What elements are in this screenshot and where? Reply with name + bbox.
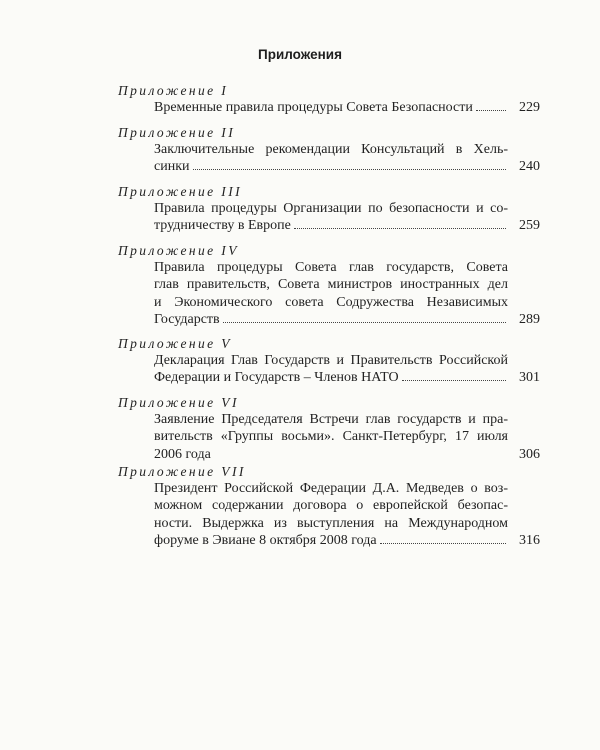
title-line: синки: [154, 159, 190, 175]
page-number: 316: [519, 532, 540, 548]
dot-leader: [402, 379, 506, 381]
title-line: форуме в Эвиане 8 октября 2008 года: [154, 532, 377, 548]
appendix-label: Приложение IV: [118, 243, 239, 258]
appendix-label: Приложение III: [118, 184, 242, 199]
entry-title: [154, 99, 540, 116]
title-line: Президент Российской Федерации Д.А. Медведев о воз-: [154, 481, 508, 496]
page-number: 289: [519, 311, 540, 327]
appendix-label: Приложение VI: [118, 395, 239, 410]
toc-entry-appendix-2: [118, 125, 540, 176]
title-line: Правила процедуры Совета глав государств, Совета: [154, 260, 508, 275]
appendix-label: Приложение II: [118, 125, 236, 140]
title-line: Заявление Председателя Встречи глав государств и пра-: [154, 412, 508, 427]
page-number: 306: [519, 446, 540, 462]
toc-entry-appendix-6: [118, 395, 540, 463]
dot-leader: [294, 227, 506, 229]
title-line: глав правительств, Совета министров иностранных дел: [154, 277, 508, 293]
toc-entry-appendix-3: [118, 184, 540, 235]
dot-leader: [193, 168, 507, 170]
entry-title: [154, 141, 540, 176]
title-line: Декларация Глав Государств и Правительств Российской: [154, 353, 508, 368]
title-line: ности. Выдержка из выступления на Международном: [154, 515, 508, 531]
appendix-label: Приложение I: [118, 83, 229, 98]
page-number: 229: [519, 100, 540, 115]
title-line: вительств «Группы восьми». Санкт-Петербург, 17 июля: [154, 429, 508, 445]
page-number: 240: [519, 159, 540, 175]
page-number: 259: [519, 218, 540, 234]
entry-title: [154, 200, 540, 235]
dot-leader: [476, 109, 506, 111]
title-line: 2006 года: [154, 446, 211, 462]
toc-entry-appendix-7: [118, 464, 540, 549]
entry-title: [154, 480, 540, 549]
dot-leader: [380, 542, 506, 544]
title-line: можном содержании договора о европейской безопас-: [154, 498, 508, 514]
appendix-label: Приложение VII: [118, 464, 246, 479]
page-title: Приложения: [258, 47, 342, 62]
title-line: Государств: [154, 311, 220, 327]
toc-entry-appendix-5: [118, 336, 540, 387]
title-line: трудничеству в Европе: [154, 218, 291, 234]
title-line: Федерации и Государств – Членов НАТО: [154, 370, 399, 386]
dot-leader: [214, 456, 506, 458]
page-number: 301: [519, 370, 540, 386]
title-line: Временные правила процедуры Совета Безопасности: [154, 100, 473, 115]
dot-leader: [223, 321, 506, 323]
entry-title: [154, 352, 540, 387]
toc-entry-appendix-4: [118, 243, 540, 328]
entry-title: [154, 259, 540, 328]
entry-title: [154, 411, 540, 463]
title-line: Правила процедуры Организации по безопасности и со-: [154, 201, 508, 216]
title-line: Заключительные рекомендации Консультаций в Хель-: [154, 142, 508, 157]
title-line: и Экономического совета Содружества Независимых: [154, 294, 508, 310]
toc-entry-appendix-1: [118, 83, 540, 116]
appendix-label: Приложение V: [118, 336, 232, 351]
